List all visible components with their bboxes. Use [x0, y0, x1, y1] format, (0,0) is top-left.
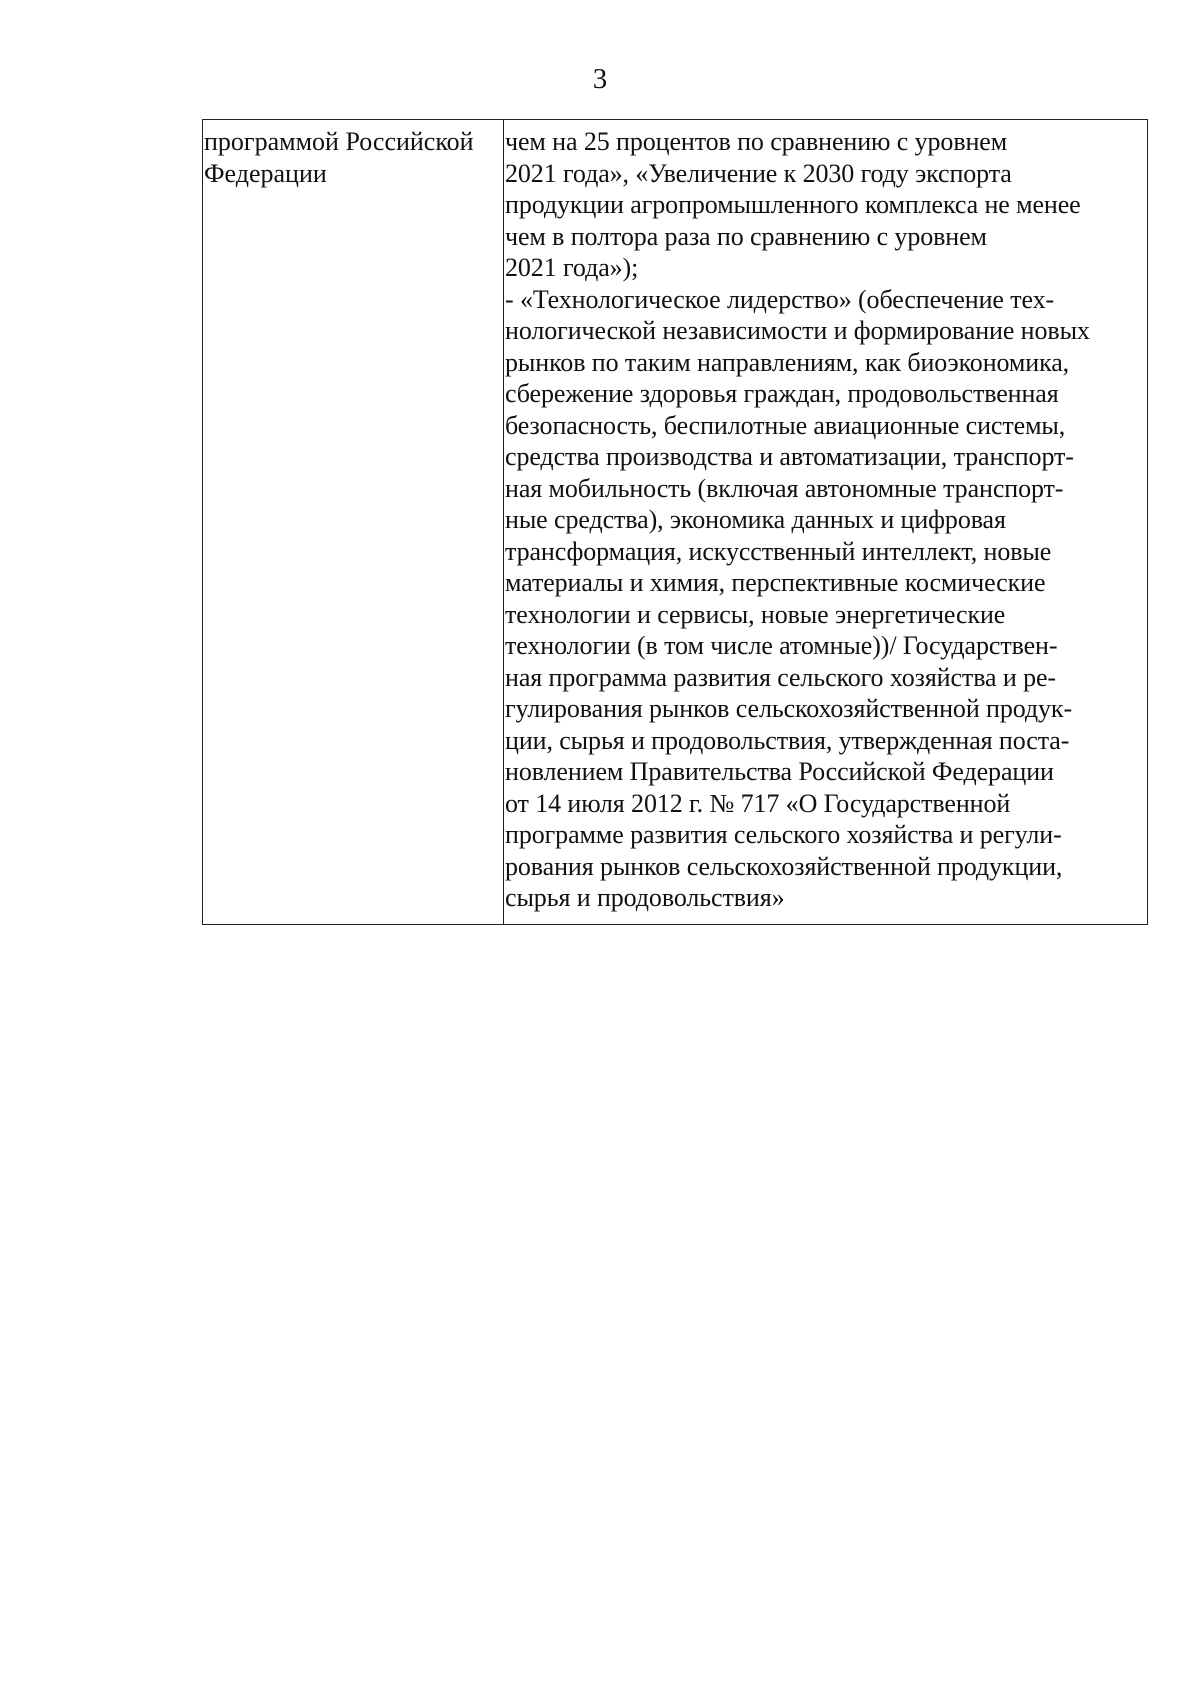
right-cell-line: рования рынков сельскохозяйственной продукции, — [505, 851, 1063, 881]
right-cell-line: трансформация, искусственный интеллект, новые — [505, 536, 1052, 566]
left-cell-line: Федерации — [204, 158, 327, 188]
right-cell-line: гулирования рынков сельскохозяйственной продук- — [505, 694, 1073, 723]
right-cell-line: чем на 25 процентов по сравнению с уровнем — [505, 127, 1008, 156]
right-cell-line: ная мобильность (включая автономные транспорт- — [505, 473, 1064, 503]
right-cell-line: технологии и сервисы, новые энергетические — [505, 599, 1006, 629]
left-cell-line: программой Российской — [204, 127, 474, 156]
right-cell-line: 2021 года», «Увеличение к 2030 году экспорта — [505, 158, 1012, 188]
document-table — [202, 119, 1148, 925]
right-cell-line: ная программа развития сельского хозяйства и ре- — [505, 662, 1056, 692]
right-cell-line: - «Технологическое лидерство» (обеспечение тех- — [505, 284, 1055, 314]
right-cell-line: нологической независимости и формирование новых — [505, 316, 1090, 345]
right-cell-line: рынков по таким направлениям, как биоэкономика, — [505, 347, 1070, 377]
right-cell-line: материалы и химия, перспективные космические — [505, 568, 1046, 597]
right-cell-line: 2021 года»); — [505, 253, 639, 282]
right-cell-line: новлением Правительства Российской Федерации — [505, 757, 1054, 786]
table-cell-right — [504, 120, 1148, 925]
right-cell-line: программе развития сельского хозяйства и регули- — [505, 820, 1062, 849]
table-row — [203, 120, 1148, 925]
page-number: 3 — [592, 63, 608, 95]
right-cell-line: ные средства), экономика данных и цифровая — [505, 505, 1006, 534]
right-cell-line: средства производства и автоматизации, транспорт- — [505, 442, 1074, 471]
right-cell-line: от 14 июля 2012 г. № 717 «О Государственной — [505, 788, 1011, 818]
right-cell-line: сбережение здоровья граждан, продовольственная — [505, 379, 1059, 408]
right-cell-line: технологии (в том числе атомные))/ Государствен- — [505, 631, 1058, 660]
right-cell-line: чем в полтора раза по сравнению с уровнем — [505, 221, 987, 251]
table-cell-left — [203, 120, 504, 925]
right-cell-line: безопасность, беспилотные авиационные системы, — [505, 410, 1066, 440]
right-cell-line: продукции агропромышленного комплекса не менее — [505, 190, 1081, 219]
right-cell-line: сырья и продовольствия» — [505, 883, 785, 912]
right-cell-line: ции, сырья и продовольствия, утвержденная поста- — [505, 725, 1070, 755]
